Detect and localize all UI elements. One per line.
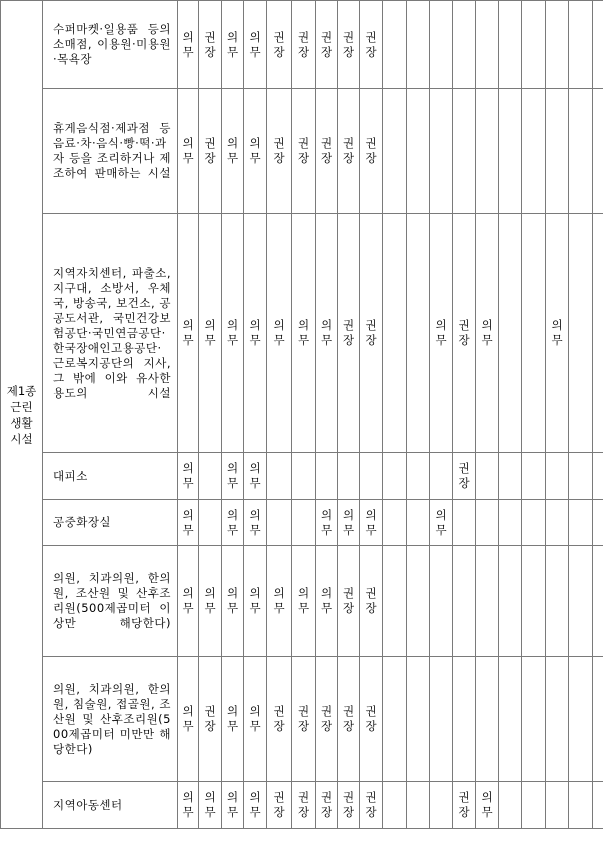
table-row bbox=[1, 1, 603, 89]
requirement-cell bbox=[546, 782, 569, 829]
table-row bbox=[1, 782, 603, 829]
requirement-cell bbox=[522, 453, 546, 500]
requirement-cell bbox=[453, 657, 476, 782]
requirement-cell bbox=[199, 89, 222, 214]
requirement-value: 의무 bbox=[249, 704, 261, 733]
requirement-value: 권장 bbox=[342, 704, 355, 733]
requirement-cell bbox=[383, 500, 407, 546]
requirement-value: 의무 bbox=[226, 586, 239, 615]
requirement-cell bbox=[593, 214, 603, 453]
requirement-cell bbox=[522, 546, 546, 657]
requirement-value: 의무 bbox=[320, 586, 333, 615]
requirement-value: 의무 bbox=[320, 318, 333, 347]
requirement-value: 권장 bbox=[320, 136, 333, 165]
requirement-cell bbox=[292, 500, 316, 546]
requirement-cell bbox=[222, 500, 244, 546]
requirement-cell bbox=[383, 546, 407, 657]
requirement-value: 권장 bbox=[273, 136, 285, 165]
requirement-cell bbox=[222, 657, 244, 782]
requirement-cell bbox=[593, 657, 603, 782]
requirement-cell bbox=[360, 546, 383, 657]
requirement-cell bbox=[199, 453, 222, 500]
requirement-value: 의무 bbox=[204, 586, 216, 615]
requirement-cell bbox=[569, 214, 593, 453]
requirement-value: 권장 bbox=[320, 790, 333, 819]
requirement-value: 권장 bbox=[458, 461, 470, 490]
requirement-cell bbox=[499, 1, 522, 89]
requirement-cell bbox=[430, 453, 453, 500]
requirement-cell bbox=[316, 657, 338, 782]
requirement-value: 권장 bbox=[297, 29, 310, 59]
requirement-cell bbox=[316, 89, 338, 214]
requirement-value: 권장 bbox=[458, 790, 470, 819]
requirement-value: 의무 bbox=[226, 136, 239, 165]
requirement-cell bbox=[199, 1, 222, 89]
requirement-cell bbox=[593, 782, 603, 829]
requirement-cell bbox=[476, 214, 499, 453]
facility-name-cell: 지역아동센터 bbox=[43, 782, 178, 829]
requirement-value: 권장 bbox=[365, 29, 377, 59]
requirement-cell bbox=[522, 657, 546, 782]
requirement-cell bbox=[338, 214, 360, 453]
requirement-cell bbox=[178, 657, 199, 782]
requirement-cell bbox=[178, 782, 199, 829]
requirement-value: 권장 bbox=[365, 790, 377, 819]
requirement-value: 권장 bbox=[320, 29, 333, 59]
requirement-cell bbox=[383, 453, 407, 500]
requirement-cell bbox=[499, 782, 522, 829]
requirement-value: 의무 bbox=[297, 586, 310, 615]
requirement-cell bbox=[338, 453, 360, 500]
requirement-cell bbox=[244, 546, 267, 657]
requirement-cell bbox=[407, 782, 430, 829]
requirement-cell bbox=[407, 500, 430, 546]
requirement-cell bbox=[178, 500, 199, 546]
requirement-cell bbox=[267, 1, 292, 89]
requirement-value: 의무 bbox=[249, 318, 261, 347]
requirement-value: 권장 bbox=[204, 29, 216, 59]
requirement-cell bbox=[383, 782, 407, 829]
table-row bbox=[1, 89, 603, 214]
requirement-cell bbox=[499, 657, 522, 782]
requirement-cell bbox=[453, 782, 476, 829]
requirement-cell bbox=[546, 546, 569, 657]
table-row bbox=[1, 214, 603, 453]
requirement-value: 의무 bbox=[249, 790, 261, 819]
requirement-cell bbox=[593, 546, 603, 657]
requirement-cell bbox=[360, 1, 383, 89]
requirement-cell bbox=[222, 1, 244, 89]
requirement-value: 권장 bbox=[365, 704, 377, 733]
requirement-cell bbox=[316, 1, 338, 89]
requirement-cell bbox=[430, 214, 453, 453]
requirement-cell bbox=[267, 453, 292, 500]
requirement-cell bbox=[199, 214, 222, 453]
requirement-cell bbox=[569, 657, 593, 782]
requirement-cell bbox=[267, 546, 292, 657]
requirement-value: 의무 bbox=[481, 318, 493, 347]
requirement-cell bbox=[407, 657, 430, 782]
requirement-cell bbox=[222, 89, 244, 214]
requirement-value: 권장 bbox=[342, 790, 355, 819]
facility-name-cell: 휴게음식점·제과점 등 음료·차·음식·빵·떡·과자 등을 조리하거나 제조하여 판매하는 시설 bbox=[43, 89, 178, 214]
requirement-cell bbox=[199, 500, 222, 546]
requirement-value: 의무 bbox=[226, 29, 239, 59]
requirement-value: 권장 bbox=[204, 136, 216, 165]
requirement-cell bbox=[476, 657, 499, 782]
requirement-cell bbox=[244, 214, 267, 453]
requirement-value: 의무 bbox=[226, 318, 239, 347]
requirement-cell bbox=[178, 453, 199, 500]
requirement-cell bbox=[407, 546, 430, 657]
requirement-cell bbox=[546, 214, 569, 453]
requirement-cell bbox=[407, 89, 430, 214]
requirement-cell bbox=[430, 500, 453, 546]
requirement-value: 권장 bbox=[365, 318, 377, 347]
requirement-cell bbox=[593, 453, 603, 500]
requirement-value: 권장 bbox=[365, 136, 377, 165]
requirement-cell bbox=[383, 89, 407, 214]
requirement-value: 의무 bbox=[435, 507, 447, 537]
category-cell: 제1종 근린 생활 시설 bbox=[1, 1, 43, 829]
requirement-cell bbox=[222, 214, 244, 453]
table-row bbox=[1, 453, 603, 500]
requirement-cell bbox=[292, 657, 316, 782]
requirement-cell bbox=[316, 214, 338, 453]
requirement-cell bbox=[360, 782, 383, 829]
facility-name-cell: 의원, 치과의원, 한의원, 조산원 및 산후조리원(500제곱미터 이상만 해당한다) bbox=[43, 546, 178, 657]
requirement-value: 의무 bbox=[226, 790, 239, 819]
requirement-value: 의무 bbox=[273, 318, 285, 347]
requirement-value: 권장 bbox=[458, 318, 470, 347]
requirement-cell bbox=[222, 453, 244, 500]
requirement-value: 의무 bbox=[182, 704, 194, 733]
requirement-cell bbox=[453, 500, 476, 546]
requirement-cell bbox=[569, 89, 593, 214]
requirement-value: 권장 bbox=[365, 586, 377, 615]
requirement-value: 의무 bbox=[182, 507, 194, 537]
requirement-cell bbox=[546, 500, 569, 546]
requirement-cell bbox=[316, 453, 338, 500]
requirement-cell bbox=[522, 1, 546, 89]
requirement-cell bbox=[360, 89, 383, 214]
requirement-value: 권장 bbox=[204, 704, 216, 733]
requirement-cell bbox=[569, 500, 593, 546]
requirement-cell bbox=[546, 89, 569, 214]
requirement-value: 권장 bbox=[342, 136, 355, 165]
requirement-cell bbox=[316, 782, 338, 829]
requirement-value: 권장 bbox=[342, 318, 355, 347]
requirement-cell bbox=[316, 500, 338, 546]
requirement-cell bbox=[338, 546, 360, 657]
requirement-value: 권장 bbox=[297, 704, 310, 733]
requirement-cell bbox=[222, 782, 244, 829]
requirement-cell bbox=[476, 500, 499, 546]
requirement-cell bbox=[453, 89, 476, 214]
requirement-cell bbox=[476, 89, 499, 214]
requirement-cell bbox=[546, 1, 569, 89]
requirement-cell bbox=[178, 214, 199, 453]
requirement-cell bbox=[244, 453, 267, 500]
requirement-cell bbox=[267, 89, 292, 214]
facility-name-cell: 공중화장실 bbox=[43, 500, 178, 546]
requirement-cell bbox=[292, 1, 316, 89]
requirement-cell bbox=[292, 89, 316, 214]
requirement-cell bbox=[522, 89, 546, 214]
requirement-cell bbox=[267, 657, 292, 782]
requirement-cell bbox=[199, 782, 222, 829]
requirement-value: 의무 bbox=[226, 704, 239, 733]
requirement-cell bbox=[546, 453, 569, 500]
requirement-value: 의무 bbox=[273, 586, 285, 615]
requirement-cell bbox=[430, 89, 453, 214]
requirement-cell bbox=[569, 453, 593, 500]
requirement-cell bbox=[360, 214, 383, 453]
requirement-cell bbox=[383, 214, 407, 453]
requirement-cell bbox=[476, 1, 499, 89]
requirement-cell bbox=[476, 453, 499, 500]
requirement-value: 권장 bbox=[273, 704, 285, 733]
requirement-value: 권장 bbox=[273, 29, 285, 59]
requirement-cell bbox=[292, 453, 316, 500]
requirement-cell bbox=[407, 453, 430, 500]
requirement-cell bbox=[267, 500, 292, 546]
requirement-value: 의무 bbox=[365, 507, 377, 537]
requirement-cell bbox=[338, 657, 360, 782]
requirement-value: 권장 bbox=[320, 704, 333, 733]
requirement-cell bbox=[453, 546, 476, 657]
requirement-value: 의무 bbox=[551, 318, 563, 347]
requirement-cell bbox=[360, 657, 383, 782]
requirement-value: 의무 bbox=[182, 318, 194, 347]
requirement-cell bbox=[430, 1, 453, 89]
requirement-value: 의무 bbox=[226, 461, 239, 490]
requirement-cell bbox=[178, 1, 199, 89]
requirement-value: 의무 bbox=[182, 790, 194, 819]
table-row bbox=[1, 546, 603, 657]
requirement-value: 의무 bbox=[204, 318, 216, 347]
requirement-cell bbox=[383, 1, 407, 89]
requirement-cell bbox=[476, 546, 499, 657]
requirement-value: 의무 bbox=[226, 507, 239, 537]
facility-name-cell: 수퍼마켓·일용품 등의 소매점, 이용원·미용원·목욕장 bbox=[43, 1, 178, 89]
requirement-cell bbox=[267, 214, 292, 453]
requirement-value: 의무 bbox=[435, 318, 447, 347]
requirement-value: 의무 bbox=[249, 507, 261, 537]
requirement-cell bbox=[522, 500, 546, 546]
table-row bbox=[1, 500, 603, 546]
requirement-cell bbox=[546, 657, 569, 782]
requirement-cell bbox=[522, 214, 546, 453]
requirement-cell bbox=[453, 1, 476, 89]
requirement-cell bbox=[178, 89, 199, 214]
requirement-value: 의무 bbox=[320, 507, 333, 537]
requirement-cell bbox=[569, 1, 593, 89]
requirement-value: 권장 bbox=[297, 136, 310, 165]
requirement-cell bbox=[499, 500, 522, 546]
facility-name-cell: 의원, 치과의원, 한의원, 침술원, 접골원, 조산원 및 산후조리원(500제곱미터 미만만 해당한다) bbox=[43, 657, 178, 782]
requirement-value: 권장 bbox=[342, 586, 355, 615]
requirement-cell bbox=[593, 500, 603, 546]
requirement-cell bbox=[199, 546, 222, 657]
requirement-cell bbox=[338, 782, 360, 829]
facility-name-cell: 지역자치센터, 파출소, 지구대, 소방서, 우체국, 방송국, 보건소, 공공도서관, 국민건강보험공단·국민연금공단·한국장애인고용공단·근로복지공단의 지사, 그 밖에 이와 유사한 용도의 시설 bbox=[43, 214, 178, 453]
requirement-cell bbox=[430, 657, 453, 782]
requirement-cell bbox=[453, 214, 476, 453]
requirement-cell bbox=[244, 89, 267, 214]
requirement-cell bbox=[593, 89, 603, 214]
requirement-cell bbox=[593, 1, 603, 89]
requirement-value: 의무 bbox=[481, 790, 493, 819]
requirement-cell bbox=[407, 214, 430, 453]
requirement-cell bbox=[522, 782, 546, 829]
requirement-cell bbox=[499, 214, 522, 453]
requirement-cell bbox=[499, 546, 522, 657]
requirement-cell bbox=[244, 1, 267, 89]
facility-name-cell: 대피소 bbox=[43, 453, 178, 500]
requirement-cell bbox=[430, 782, 453, 829]
requirement-cell bbox=[292, 546, 316, 657]
requirement-cell bbox=[407, 1, 430, 89]
requirement-cell bbox=[338, 1, 360, 89]
requirement-cell bbox=[222, 546, 244, 657]
requirement-cell bbox=[338, 500, 360, 546]
requirement-value: 의무 bbox=[249, 586, 261, 615]
requirement-cell bbox=[244, 782, 267, 829]
requirement-cell bbox=[499, 89, 522, 214]
requirement-cell bbox=[499, 453, 522, 500]
requirement-cell bbox=[244, 657, 267, 782]
requirement-cell bbox=[292, 214, 316, 453]
requirement-value: 의무 bbox=[182, 586, 194, 615]
requirement-value: 의무 bbox=[204, 790, 216, 819]
requirement-value: 권장 bbox=[297, 790, 310, 819]
requirement-value: 의무 bbox=[182, 461, 194, 490]
requirement-value: 의무 bbox=[249, 461, 261, 490]
table-row bbox=[1, 657, 603, 782]
requirement-cell bbox=[267, 782, 292, 829]
requirement-value: 권장 bbox=[342, 29, 355, 59]
requirement-cell bbox=[383, 657, 407, 782]
requirement-value: 권장 bbox=[273, 790, 285, 819]
requirement-cell bbox=[316, 546, 338, 657]
requirement-value: 의무 bbox=[182, 29, 194, 59]
requirement-cell bbox=[360, 500, 383, 546]
requirement-cell bbox=[244, 500, 267, 546]
requirement-cell bbox=[453, 453, 476, 500]
requirement-cell bbox=[292, 782, 316, 829]
requirement-cell bbox=[338, 89, 360, 214]
requirement-value: 의무 bbox=[249, 136, 261, 165]
requirement-cell bbox=[199, 657, 222, 782]
requirement-value: 의무 bbox=[182, 136, 194, 165]
requirement-cell bbox=[569, 782, 593, 829]
requirement-cell bbox=[360, 453, 383, 500]
requirement-value: 의무 bbox=[297, 318, 310, 347]
requirement-cell bbox=[569, 546, 593, 657]
requirement-cell bbox=[178, 546, 199, 657]
requirement-cell bbox=[476, 782, 499, 829]
requirement-value: 의무 bbox=[249, 29, 261, 59]
requirement-cell bbox=[430, 546, 453, 657]
requirement-value: 의무 bbox=[342, 507, 355, 537]
